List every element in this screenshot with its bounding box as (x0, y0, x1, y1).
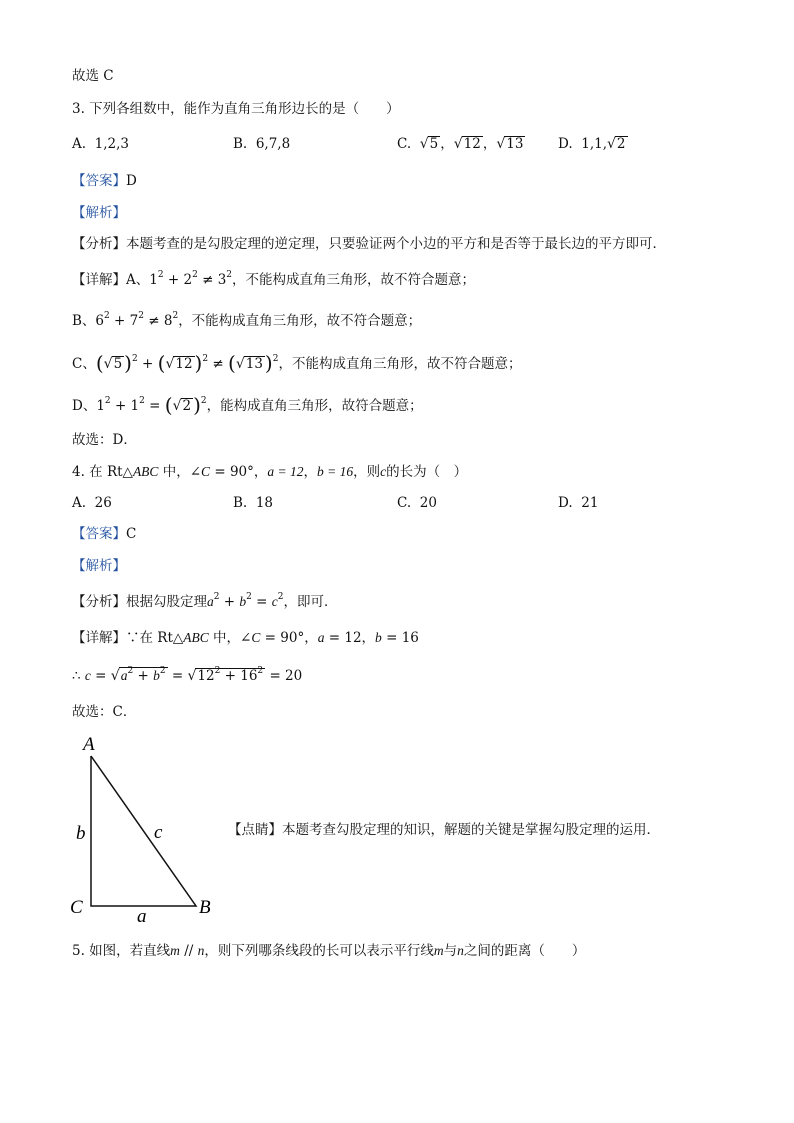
vertex-label-a: A (83, 734, 95, 755)
q5-stem: 5. 如图，若直线m // n，则下列哪条线段的长可以表示平行线m与n之间的距离（ ） (72, 943, 586, 959)
triangle-edges (91, 756, 196, 906)
q3-option-b: B. 6,7,8 (233, 136, 291, 152)
q3-option-d: D. 1,1,√2 (558, 136, 626, 152)
triangle-figure (66, 732, 226, 922)
q4-option-a: A. 26 (72, 495, 112, 511)
q3-detail-a: 【详解】A、$1^2 + 2^2 \ne 3^2$，不能构成直角三角形，故不符合题意； (72, 270, 476, 288)
q4-analysis-tag: 【解析】 (72, 558, 126, 574)
side-label-c: c (154, 822, 163, 843)
q4-answer: 【答案】C (72, 526, 137, 542)
q3-analysis-tag: 【解析】 (72, 205, 126, 221)
q3-answer: 【答案】D (72, 173, 137, 189)
q4-option-d: D. 21 (558, 495, 599, 511)
q4-option-c: C. 20 (397, 495, 437, 511)
side-label-a: a (137, 906, 147, 922)
vertex-label-c: C (70, 897, 83, 918)
q3-detail-d: D、$1^2 + 1^2 = (√2$ )$^2$，能构成直角三角形，故符合题意； (72, 393, 423, 417)
q4-fenxi: 【分析】根据勾股定理$a^2 + b^2 = c^2$，即可． (72, 592, 338, 610)
q3-option-c: C. √5 ，√12 ，√13 (397, 136, 524, 152)
q3-fenxi: 【分析】本题考查的是勾股定理的逆定理，只要验证两个小边的平方和是否等于最长边的平方即可． (72, 236, 666, 252)
q2-conclusion: 故选 C (72, 68, 114, 84)
q4-conclusion: 故选：C． (72, 704, 137, 720)
q4-stem: 4. 在 Rt△ABC 中，∠C = 90°，a = 12，b = 16，则c的长为（ ） (72, 464, 468, 480)
q3-detail-b: B、$6^2 + 7^2 \ne 8^2$，不能构成直角三角形，故不符合题意； (72, 311, 422, 329)
q3-option-a: A. 1,2,3 (72, 136, 129, 152)
q4-formula: ∴ $c = √a^2 + b^2 = √12^2 + 16^2 = 20$ (72, 666, 303, 684)
q3-conclusion: 故选：D． (72, 432, 137, 448)
q4-option-b: B. 18 (233, 495, 273, 511)
q4-detail: 【详解】∵在 Rt△ABC 中，∠C = 90°，a = 12，b = 16 (72, 630, 419, 646)
q3-stem: 3. 下列各组数中，能作为直角三角形边长的是（ ） (72, 101, 400, 117)
q3-detail-c: C、(√5 )$^2$ + (√12 )$^2$ ≠ (√13 )$^2$，不能构成直角三角形，故不符合题意； (72, 351, 522, 375)
vertex-label-b: B (199, 897, 211, 918)
side-label-b: b (76, 823, 86, 844)
q4-dianjing: 【点睛】本题考查勾股定理的知识，解题的关键是掌握勾股定理的运用． (228, 822, 660, 838)
